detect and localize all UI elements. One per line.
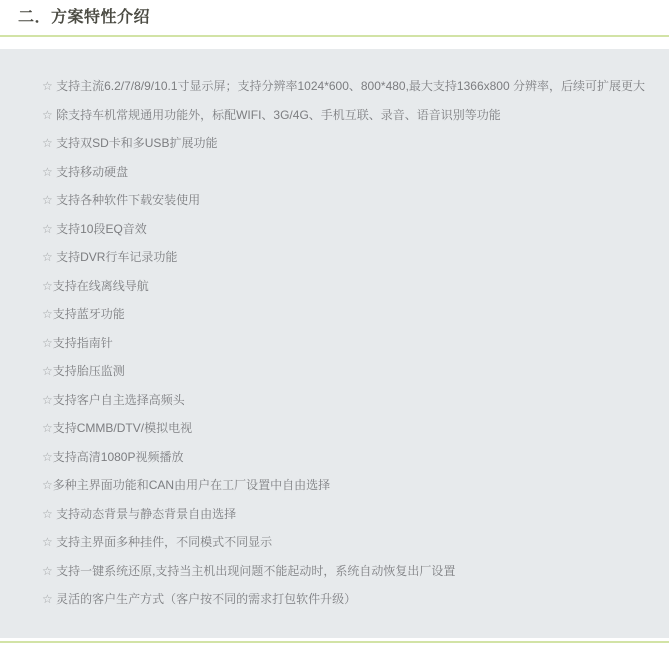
- feature-item: [42, 186, 653, 215]
- star-icon: ☆: [42, 535, 53, 549]
- feature-text: 支持主流6.2/7/8/9/10.1寸显示屏；支持分辨率1024*600、800*480,最大支持1366x800 分辨率，后续可扩展更大: [52, 79, 645, 93]
- feature-list: [42, 72, 653, 614]
- star-icon: ☆: [42, 335, 53, 350]
- feature-text: 支持指南针: [52, 335, 113, 350]
- feature-item: [42, 557, 653, 586]
- feature-item: [42, 158, 653, 187]
- feature-text: 支持双SD卡和多USB扩展功能: [52, 136, 218, 150]
- feature-item: [42, 414, 653, 443]
- feature-item: [42, 101, 653, 130]
- feature-item: [42, 300, 653, 329]
- star-icon: ☆: [42, 221, 53, 236]
- feature-item: [42, 272, 653, 301]
- feature-text: 支持10段EQ音效: [52, 221, 147, 236]
- bottom-divider: [0, 641, 669, 643]
- section-header: [0, 0, 669, 37]
- feature-text: 支持客户自主选择高频头: [52, 392, 185, 407]
- feature-text: 支持主界面多种挂件，不同模式不同显示: [52, 535, 273, 549]
- feature-item: [42, 215, 653, 244]
- star-icon: ☆: [42, 364, 53, 378]
- feature-item: [42, 528, 653, 557]
- star-icon: ☆: [42, 79, 53, 93]
- feature-item: [42, 500, 653, 529]
- star-icon: ☆: [42, 392, 53, 407]
- feature-item: [42, 329, 653, 358]
- feature-text: 支持一键系统还原,支持当主机出现问题不能起动时，系统自动恢复出厂设置: [52, 563, 456, 578]
- feature-text: 多种主界面功能和CAN由用户在工厂设置中自由选择: [52, 478, 331, 492]
- star-icon: ☆: [42, 506, 53, 521]
- feature-text: 支持蓝牙功能: [52, 307, 125, 321]
- star-icon: ☆: [42, 307, 53, 321]
- feature-text: 支持胎压监测: [52, 364, 125, 378]
- feature-text: 灵活的客户生产方式（客户按不同的需求打包软件升级）: [52, 592, 357, 606]
- page-title: 二．方案特性介绍: [18, 9, 151, 26]
- star-icon: ☆: [42, 478, 53, 492]
- feature-item: [42, 129, 653, 158]
- feature-text: 支持各种软件下载安装使用: [52, 193, 201, 207]
- star-icon: ☆: [42, 193, 53, 207]
- feature-item: [42, 357, 653, 386]
- star-icon: ☆: [42, 136, 53, 150]
- feature-item: [42, 386, 653, 415]
- feature-text: 支持在线离线导航: [52, 278, 149, 293]
- star-icon: ☆: [42, 164, 53, 179]
- feature-text: 支持移动硬盘: [52, 164, 129, 179]
- star-icon: ☆: [42, 449, 53, 464]
- feature-item: [42, 471, 653, 500]
- star-icon: ☆: [42, 278, 53, 293]
- feature-item: [42, 443, 653, 472]
- feature-item: [42, 243, 653, 272]
- feature-text: 支持动态背景与静态背景自由选择: [52, 506, 237, 521]
- feature-item: [42, 72, 653, 101]
- feature-item: [42, 585, 653, 614]
- feature-text: 支持CMMB/DTV/模拟电视: [52, 421, 193, 435]
- star-icon: ☆: [42, 592, 53, 606]
- star-icon: ☆: [42, 107, 53, 122]
- star-icon: ☆: [42, 421, 53, 435]
- star-icon: ☆: [42, 250, 53, 264]
- feature-text: 除支持车机常规通用功能外，标配WIFI、3G/4G、手机互联、录音、语音识别等功能: [52, 107, 501, 122]
- feature-text: 支持DVR行车记录功能: [52, 250, 178, 264]
- star-icon: ☆: [42, 563, 53, 578]
- feature-text: 支持高清1080P视频播放: [52, 449, 184, 464]
- features-panel: [0, 49, 669, 638]
